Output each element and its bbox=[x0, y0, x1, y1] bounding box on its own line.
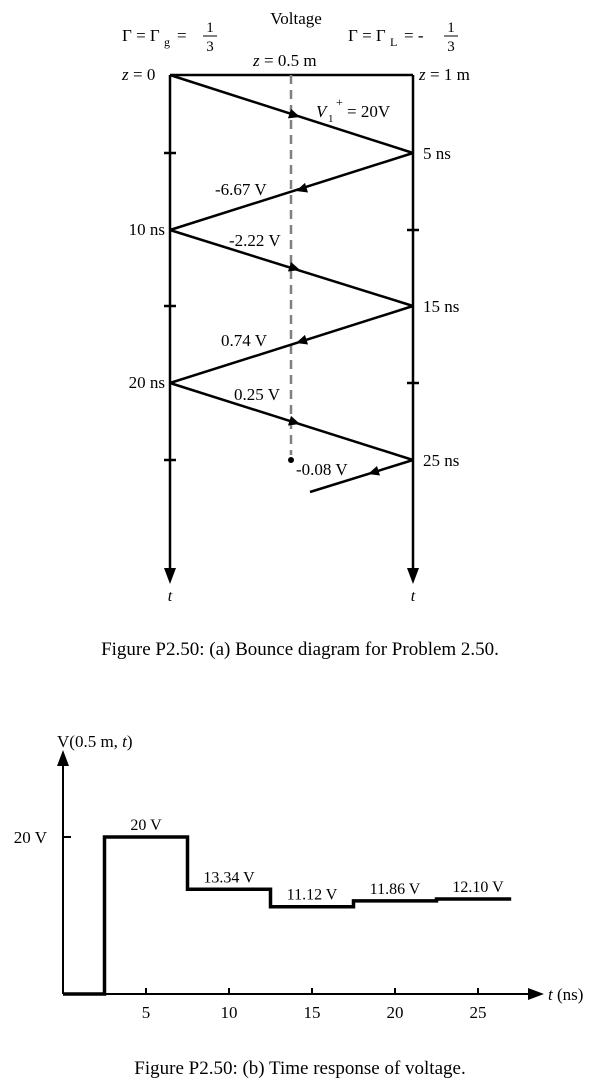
right-axis-arrow bbox=[407, 568, 419, 584]
v1-sup: + bbox=[336, 95, 343, 109]
z-right-var: z bbox=[419, 65, 426, 84]
x-axis-label bbox=[548, 985, 583, 1004]
bounce-diagram bbox=[101, 9, 499, 660]
z-mid-value: = 0.5 m bbox=[264, 51, 317, 70]
chart-series bbox=[63, 837, 511, 994]
y-axis-arrow bbox=[57, 750, 69, 766]
time-label-left: 20 ns bbox=[128, 373, 165, 392]
ylabel-suffix: ) bbox=[126, 732, 133, 751]
wave-arrow-left bbox=[294, 335, 308, 348]
z-right-label bbox=[418, 65, 470, 84]
time-label-right: 5 ns bbox=[423, 144, 451, 163]
gamma-l-den: 3 bbox=[447, 39, 455, 55]
z-left-label bbox=[121, 65, 155, 84]
left-axis-arrow bbox=[164, 568, 176, 584]
ylabel-prefix: V(0.5 m, bbox=[57, 732, 123, 751]
svg-text:t (ns) bbox=[548, 985, 583, 1004]
ylabel-var: t bbox=[122, 732, 127, 751]
wave-direction-arrows bbox=[288, 109, 380, 479]
gamma-l-num: 1 bbox=[447, 20, 455, 36]
observation-end-dot bbox=[288, 457, 294, 463]
z-right-value: = 1 m bbox=[430, 65, 470, 84]
gamma-l-sub: L bbox=[390, 35, 398, 49]
time-label-left: 10 ns bbox=[128, 220, 165, 239]
svg-text:V(0.5 m, t) bbox=[57, 732, 133, 751]
x-tick-label: 5 bbox=[141, 1003, 151, 1022]
x-tick-label: 10 bbox=[220, 1003, 238, 1022]
gamma-load-label bbox=[348, 20, 458, 55]
xlabel-var: t bbox=[548, 985, 553, 1004]
y-tick-label: 20 V bbox=[13, 828, 47, 847]
z-left-var: z bbox=[122, 65, 129, 84]
step-value-label: 13.34 V bbox=[203, 869, 255, 887]
z-left-value: = 0 bbox=[133, 65, 156, 84]
z-mid-var: z bbox=[253, 51, 260, 70]
gamma-g-num: 1 bbox=[206, 20, 214, 36]
step-value-label: 11.12 V bbox=[286, 886, 338, 904]
time-label-right: 15 ns bbox=[423, 297, 460, 316]
v1-sub: 1 bbox=[328, 113, 334, 125]
left-axis-t-label: t bbox=[167, 588, 173, 605]
right-axis-t-label: t bbox=[410, 588, 416, 605]
x-tick-label: 25 bbox=[469, 1003, 487, 1022]
caption-b: Figure P2.50: (b) Time response of voltage. bbox=[134, 1058, 466, 1079]
voltage-header: Voltage bbox=[270, 9, 322, 28]
gamma-l-lhs: Γ = Γ bbox=[348, 26, 386, 45]
caption-a: Figure P2.50: (a) Bounce diagram for Problem 2.50. bbox=[101, 639, 499, 660]
gamma-l-eq: = - bbox=[404, 26, 424, 45]
wave-label: -6.67 V bbox=[215, 180, 267, 199]
v1-var: V bbox=[316, 102, 327, 121]
step-value-label: 12.10 V bbox=[452, 879, 504, 897]
v1-value: = 20V bbox=[347, 102, 391, 121]
step-value-label: 11.86 V bbox=[369, 880, 421, 898]
x-axis-arrow bbox=[528, 988, 544, 1000]
wave-arrow-left bbox=[367, 466, 380, 479]
x-tick-label: 20 bbox=[386, 1003, 404, 1022]
gamma-g-sub: g bbox=[164, 35, 170, 49]
z-mid-label bbox=[252, 51, 317, 70]
y-axis-label bbox=[57, 732, 133, 751]
wave-label: 0.25 V bbox=[234, 385, 280, 404]
step-value-label: 20 V bbox=[130, 817, 162, 834]
voltage-step-line bbox=[63, 837, 511, 994]
wave-label: -0.08 V bbox=[296, 460, 348, 479]
time-response-chart bbox=[14, 732, 584, 1079]
gamma-g-eq: = bbox=[177, 26, 187, 45]
gamma-generator-label bbox=[122, 20, 217, 55]
time-label-right: 25 ns bbox=[423, 451, 460, 470]
x-tick-label: 15 bbox=[303, 1003, 321, 1022]
xlabel-suffix: (ns) bbox=[552, 985, 584, 1004]
gamma-g-den: 3 bbox=[206, 39, 214, 55]
gamma-g-lhs: Γ = Γ bbox=[122, 26, 160, 45]
wave-label: 0.74 V bbox=[221, 331, 267, 350]
wave-label: -2.22 V bbox=[229, 231, 281, 250]
v1-plus-label bbox=[316, 95, 391, 125]
